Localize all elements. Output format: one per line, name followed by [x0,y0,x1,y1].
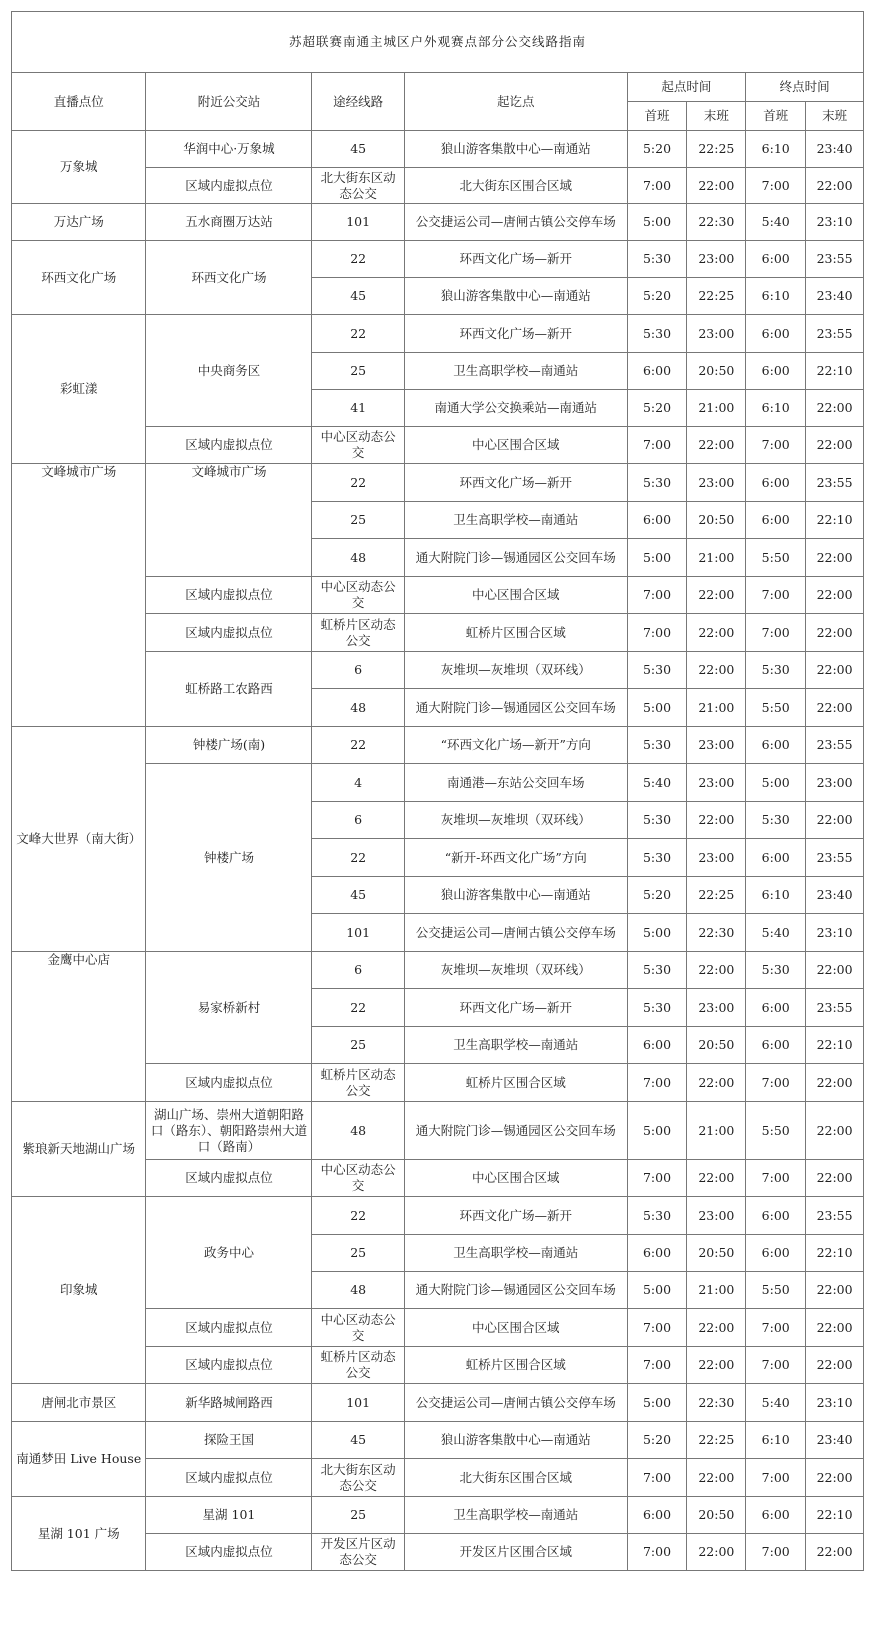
start-first-cell: 7:00 [627,1534,687,1571]
end-first-cell: 6:00 [746,1027,806,1064]
end-first-cell: 7:00 [746,1309,806,1347]
end-first-cell: 7:00 [746,1064,806,1102]
end-last-cell: 22:00 [806,614,864,652]
route-cell: 22 [312,315,404,353]
end-first-cell: 6:10 [746,278,806,315]
route-cell: 48 [312,1102,404,1160]
end-last-cell: 22:00 [806,1102,864,1160]
start-first-cell: 5:30 [627,952,687,989]
end-last-cell: 22:00 [806,1534,864,1571]
spot-cell: 印象城 [12,1197,146,1384]
end-last-cell: 22:00 [806,1064,864,1102]
endpoints-cell: 狼山游客集散中心—南通站 [404,1422,627,1459]
spot-cell: 万象城 [12,131,146,204]
end-last-cell: 23:10 [806,204,864,241]
start-last-cell: 23:00 [687,1197,746,1235]
stop-cell: 区域内虚拟点位 [146,614,312,652]
start-last-cell: 22:00 [687,1534,746,1571]
end-last-cell: 22:10 [806,353,864,390]
route-cell: 25 [312,502,404,539]
start-last-cell: 22:00 [687,168,746,204]
route-cell: 25 [312,1497,404,1534]
route-cell: 北大街东区动态公交 [312,168,404,204]
start-first-cell: 6:00 [627,1235,687,1272]
endpoints-cell: “环西文化广场—新开”方向 [404,727,627,764]
start-last-cell: 22:30 [687,1384,746,1422]
endpoints-cell: 狼山游客集散中心—南通站 [404,877,627,914]
route-cell: 25 [312,1235,404,1272]
stop-cell: 钟楼广场(南) [146,727,312,764]
route-cell: 22 [312,1197,404,1235]
route-cell: 4 [312,764,404,802]
end-last-cell: 22:00 [806,1272,864,1309]
start-first-cell: 5:30 [627,241,687,278]
table-row [12,1197,864,1235]
route-cell: 25 [312,353,404,390]
start-first-cell: 5:20 [627,131,687,168]
endpoints-cell: 南通大学公交换乘站—南通站 [404,390,627,427]
endpoints-cell: 卫生高职学校—南通站 [404,502,627,539]
start-last-cell: 23:00 [687,464,746,502]
end-last-cell: 22:00 [806,168,864,204]
start-first-cell: 7:00 [627,614,687,652]
end-first-cell: 5:50 [746,1272,806,1309]
end-first-cell: 5:30 [746,652,806,689]
start-last-cell: 23:00 [687,727,746,764]
end-first-cell: 6:00 [746,1197,806,1235]
end-last-cell: 22:00 [806,577,864,614]
start-last-cell: 22:00 [687,1347,746,1384]
end-last-cell: 22:00 [806,689,864,727]
spot-cell: 紫琅新天地湖山广场 [12,1102,146,1197]
route-cell: 48 [312,1272,404,1309]
endpoints-cell: 北大街东区围合区域 [404,1459,627,1497]
end-last-cell: 23:55 [806,241,864,278]
start-last-cell: 23:00 [687,241,746,278]
spot-cell: 星湖 101 广场 [12,1497,146,1571]
spot-cell: 环西文化广场 [12,241,146,315]
end-first-cell: 7:00 [746,168,806,204]
end-first-cell: 6:00 [746,502,806,539]
start-last-cell: 20:50 [687,353,746,390]
endpoints-cell: 开发区片区围合区域 [404,1534,627,1571]
header-end-last: 末班 [806,102,864,131]
start-last-cell: 22:25 [687,877,746,914]
start-first-cell: 5:20 [627,390,687,427]
route-cell: 中心区动态公交 [312,1160,404,1197]
end-first-cell: 5:50 [746,1102,806,1160]
stop-cell: 星湖 101 [146,1497,312,1534]
end-last-cell: 22:00 [806,539,864,577]
stop-cell: 新华路城闸路西 [146,1384,312,1422]
route-cell: 中心区动态公交 [312,577,404,614]
end-last-cell: 22:00 [806,1309,864,1347]
end-last-cell: 22:00 [806,390,864,427]
stop-cell: 华润中心·万象城 [146,131,312,168]
header-route: 途经线路 [312,73,404,131]
start-first-cell: 7:00 [627,1459,687,1497]
spot-cell: 南通梦田 Live House [12,1422,146,1497]
start-first-cell: 5:00 [627,689,687,727]
end-first-cell: 7:00 [746,1534,806,1571]
table-row [12,1497,864,1534]
end-first-cell: 6:00 [746,353,806,390]
start-last-cell: 20:50 [687,1027,746,1064]
route-cell: 虹桥片区动态公交 [312,1064,404,1102]
stop-cell: 政务中心 [146,1197,312,1309]
start-last-cell: 22:25 [687,278,746,315]
endpoints-cell: 通大附院门诊—锡通园区公交回车场 [404,1272,627,1309]
start-first-cell: 7:00 [627,1309,687,1347]
endpoints-cell: 卫生高职学校—南通站 [404,353,627,390]
route-cell: 6 [312,652,404,689]
start-last-cell: 22:00 [687,652,746,689]
header-stop: 附近公交站 [146,73,312,131]
end-first-cell: 6:10 [746,131,806,168]
end-first-cell: 6:00 [746,464,806,502]
end-last-cell: 22:10 [806,1027,864,1064]
start-last-cell: 22:00 [687,427,746,464]
endpoints-cell: 虹桥片区围合区域 [404,614,627,652]
table-row [12,131,864,168]
endpoints-cell: 通大附院门诊—锡通园区公交回车场 [404,689,627,727]
start-last-cell: 22:25 [687,1422,746,1459]
spot-cell: 唐闸北市景区 [12,1384,146,1422]
endpoints-cell: 通大附院门诊—锡通园区公交回车场 [404,539,627,577]
route-cell: 北大街东区动态公交 [312,1459,404,1497]
end-first-cell: 7:00 [746,1160,806,1197]
spot-cell: 万达广场 [12,204,146,241]
start-first-cell: 7:00 [627,1064,687,1102]
endpoints-cell: 灰堆坝—灰堆坝（双环线） [404,652,627,689]
start-last-cell: 21:00 [687,1272,746,1309]
end-last-cell: 23:55 [806,464,864,502]
start-last-cell: 22:25 [687,131,746,168]
end-first-cell: 5:30 [746,802,806,839]
start-first-cell: 5:40 [627,764,687,802]
stop-cell: 易家桥新村 [146,952,312,1064]
route-cell: 101 [312,204,404,241]
stop-cell: 环西文化广场 [146,241,312,315]
start-first-cell: 5:00 [627,539,687,577]
end-last-cell: 23:00 [806,764,864,802]
guide-document [11,11,864,1635]
header-start-first: 首班 [627,102,687,131]
start-last-cell: 22:00 [687,1064,746,1102]
route-cell: 22 [312,464,404,502]
spot-cell: 彩虹漾 [12,315,146,464]
start-last-cell: 22:00 [687,1160,746,1197]
start-first-cell: 7:00 [627,1347,687,1384]
end-first-cell: 6:00 [746,1235,806,1272]
end-last-cell: 23:40 [806,278,864,315]
start-first-cell: 5:00 [627,1272,687,1309]
start-last-cell: 22:00 [687,577,746,614]
route-cell: 中心区动态公交 [312,1309,404,1347]
end-last-cell: 22:00 [806,1347,864,1384]
stop-cell: 虹桥路工农路西 [146,652,312,727]
start-last-cell: 22:30 [687,204,746,241]
start-last-cell: 23:00 [687,989,746,1027]
table-row [12,204,864,241]
start-last-cell: 23:00 [687,315,746,353]
end-first-cell: 5:50 [746,689,806,727]
route-cell: 45 [312,131,404,168]
end-first-cell: 5:40 [746,1384,806,1422]
start-first-cell: 7:00 [627,168,687,204]
route-cell: 虹桥片区动态公交 [312,1347,404,1384]
end-last-cell: 23:10 [806,1384,864,1422]
end-last-cell: 23:40 [806,1422,864,1459]
end-first-cell: 6:00 [746,315,806,353]
end-last-cell: 22:00 [806,952,864,989]
route-cell: 6 [312,952,404,989]
route-cell: 22 [312,241,404,278]
end-first-cell: 6:00 [746,989,806,1027]
start-first-cell: 5:30 [627,727,687,764]
route-cell: 开发区片区动态公交 [312,1534,404,1571]
route-cell: 101 [312,1384,404,1422]
end-last-cell: 23:40 [806,131,864,168]
start-last-cell: 22:00 [687,614,746,652]
endpoints-cell: 环西文化广场—新开 [404,241,627,278]
end-last-cell: 22:00 [806,802,864,839]
end-first-cell: 6:00 [746,241,806,278]
stop-cell: 区域内虚拟点位 [146,577,312,614]
end-last-cell: 22:10 [806,502,864,539]
end-first-cell: 6:00 [746,839,806,877]
header-end-time: 终点时间 [746,73,864,102]
start-last-cell: 21:00 [687,689,746,727]
endpoints-cell: 中心区围合区域 [404,1160,627,1197]
end-first-cell: 5:40 [746,914,806,952]
start-last-cell: 22:00 [687,952,746,989]
start-first-cell: 5:30 [627,839,687,877]
start-last-cell: 22:00 [687,802,746,839]
end-first-cell: 5:00 [746,764,806,802]
stop-cell: 探险王国 [146,1422,312,1459]
end-last-cell: 22:00 [806,1160,864,1197]
start-last-cell: 22:30 [687,914,746,952]
header-start-time: 起点时间 [627,73,746,102]
route-cell: 22 [312,727,404,764]
end-last-cell: 23:55 [806,315,864,353]
end-first-cell: 6:10 [746,390,806,427]
route-cell: 48 [312,689,404,727]
start-last-cell: 23:00 [687,839,746,877]
endpoints-cell: 虹桥片区围合区域 [404,1064,627,1102]
end-first-cell: 6:10 [746,877,806,914]
end-last-cell: 23:55 [806,1197,864,1235]
endpoints-cell: 狼山游客集散中心—南通站 [404,131,627,168]
end-first-cell: 7:00 [746,1347,806,1384]
start-first-cell: 5:30 [627,652,687,689]
endpoints-cell: “新开-环西文化广场”方向 [404,839,627,877]
start-first-cell: 5:20 [627,278,687,315]
endpoints-cell: 环西文化广场—新开 [404,315,627,353]
route-cell: 48 [312,539,404,577]
start-last-cell: 21:00 [687,1102,746,1160]
start-last-cell: 20:50 [687,502,746,539]
bus-route-table [11,11,864,1571]
start-first-cell: 6:00 [627,1027,687,1064]
endpoints-cell: 灰堆坝—灰堆坝（双环线） [404,952,627,989]
endpoints-cell: 中心区围合区域 [404,577,627,614]
table-row [12,241,864,278]
endpoints-cell: 虹桥片区围合区域 [404,1347,627,1384]
end-last-cell: 23:55 [806,989,864,1027]
start-last-cell: 21:00 [687,539,746,577]
start-last-cell: 22:00 [687,1459,746,1497]
stop-cell: 区域内虚拟点位 [146,1347,312,1384]
route-cell: 中心区动态公交 [312,427,404,464]
end-last-cell: 23:10 [806,914,864,952]
start-first-cell: 5:20 [627,1422,687,1459]
table-row [12,1102,864,1160]
endpoints-cell: 中心区围合区域 [404,1309,627,1347]
route-cell: 22 [312,989,404,1027]
start-last-cell: 20:50 [687,1235,746,1272]
table-body [12,131,864,1571]
header-start-last: 末班 [687,102,746,131]
endpoints-cell: 通大附院门诊—锡通园区公交回车场 [404,1102,627,1160]
header-end-first: 首班 [746,102,806,131]
end-first-cell: 7:00 [746,614,806,652]
route-cell: 25 [312,1027,404,1064]
start-first-cell: 5:20 [627,877,687,914]
end-last-cell: 23:55 [806,839,864,877]
endpoints-cell: 灰堆坝—灰堆坝（双环线） [404,802,627,839]
end-last-cell: 23:55 [806,727,864,764]
endpoints-cell: 公交捷运公司—唐闸古镇公交停车场 [404,204,627,241]
route-cell: 45 [312,278,404,315]
end-last-cell: 22:10 [806,1497,864,1534]
end-first-cell: 6:00 [746,1497,806,1534]
endpoints-cell: 卫生高职学校—南通站 [404,1497,627,1534]
end-first-cell: 6:10 [746,1422,806,1459]
start-last-cell: 23:00 [687,764,746,802]
start-last-cell: 22:00 [687,1309,746,1347]
route-cell: 45 [312,1422,404,1459]
endpoints-cell: 卫生高职学校—南通站 [404,1027,627,1064]
stop-cell: 中央商务区 [146,315,312,427]
route-cell: 6 [312,802,404,839]
start-first-cell: 6:00 [627,353,687,390]
endpoints-cell: 北大街东区围合区域 [404,168,627,204]
route-cell: 101 [312,914,404,952]
end-last-cell: 23:40 [806,877,864,914]
stop-cell: 区域内虚拟点位 [146,168,312,204]
stop-cell: 文峰城市广场 [146,464,312,577]
route-cell: 41 [312,390,404,427]
stop-cell: 钟楼广场 [146,764,312,952]
route-cell: 22 [312,839,404,877]
stop-cell: 五水商圈万达站 [146,204,312,241]
start-first-cell: 5:00 [627,914,687,952]
table-row [12,1422,864,1459]
end-first-cell: 5:40 [746,204,806,241]
start-last-cell: 21:00 [687,390,746,427]
stop-cell: 区域内虚拟点位 [146,1459,312,1497]
route-cell: 虹桥片区动态公交 [312,614,404,652]
end-first-cell: 7:00 [746,427,806,464]
endpoints-cell: 卫生高职学校—南通站 [404,1235,627,1272]
header-endpoints: 起讫点 [404,73,627,131]
start-first-cell: 7:00 [627,1160,687,1197]
stop-cell: 湖山广场、崇州大道朝阳路口（路东）、朝阳路崇州大道口（路南） [146,1102,312,1160]
end-last-cell: 22:00 [806,427,864,464]
endpoints-cell: 环西文化广场—新开 [404,464,627,502]
end-last-cell: 22:00 [806,652,864,689]
start-first-cell: 5:30 [627,315,687,353]
end-last-cell: 22:00 [806,1459,864,1497]
table-row [12,727,864,764]
table-row [12,1384,864,1422]
end-first-cell: 7:00 [746,1459,806,1497]
start-first-cell: 7:00 [627,577,687,614]
stop-cell: 区域内虚拟点位 [146,427,312,464]
route-cell: 45 [312,877,404,914]
start-first-cell: 7:00 [627,427,687,464]
stop-cell: 区域内虚拟点位 [146,1534,312,1571]
start-first-cell: 5:30 [627,989,687,1027]
start-first-cell: 6:00 [627,1497,687,1534]
stop-cell: 区域内虚拟点位 [146,1064,312,1102]
spot-cell: 金鹰中心店 [12,952,146,1102]
start-last-cell: 20:50 [687,1497,746,1534]
endpoints-cell: 中心区围合区域 [404,427,627,464]
start-first-cell: 5:00 [627,1102,687,1160]
end-first-cell: 5:30 [746,952,806,989]
end-last-cell: 22:10 [806,1235,864,1272]
table-row [12,315,864,353]
endpoints-cell: 南通港—东站公交回车场 [404,764,627,802]
endpoints-cell: 公交捷运公司—唐闸古镇公交停车场 [404,914,627,952]
start-first-cell: 5:30 [627,802,687,839]
endpoints-cell: 公交捷运公司—唐闸古镇公交停车场 [404,1384,627,1422]
header-spot: 直播点位 [12,73,146,131]
endpoints-cell: 环西文化广场—新开 [404,989,627,1027]
endpoints-cell: 环西文化广场—新开 [404,1197,627,1235]
stop-cell: 区域内虚拟点位 [146,1160,312,1197]
endpoints-cell: 狼山游客集散中心—南通站 [404,278,627,315]
page-title: 苏超联赛南通主城区户外观赛点部分公交线路指南 [12,12,864,73]
table-row [12,952,864,989]
stop-cell: 区域内虚拟点位 [146,1309,312,1347]
table-row [12,464,864,502]
start-first-cell: 5:30 [627,464,687,502]
start-first-cell: 5:30 [627,1197,687,1235]
spot-cell: 文峰大世界（南大街） [12,727,146,952]
start-first-cell: 5:00 [627,1384,687,1422]
end-first-cell: 6:00 [746,727,806,764]
spot-cell: 文峰城市广场 [12,464,146,727]
start-first-cell: 5:00 [627,204,687,241]
end-first-cell: 5:50 [746,539,806,577]
start-first-cell: 6:00 [627,502,687,539]
end-first-cell: 7:00 [746,577,806,614]
